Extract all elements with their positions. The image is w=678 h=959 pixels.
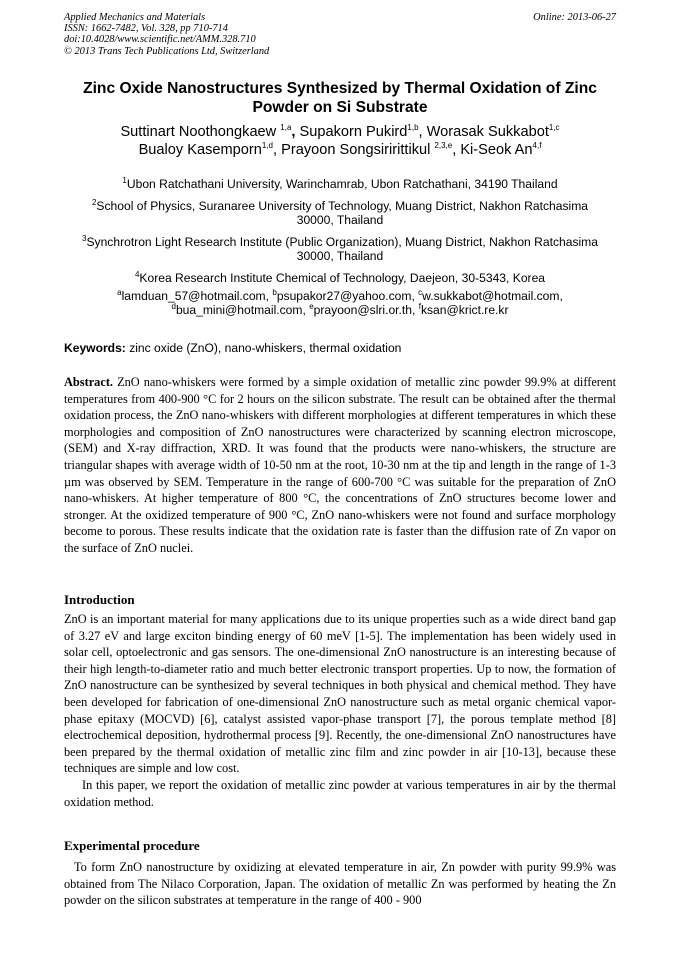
online-date: Online: 2013-06-27 [533, 12, 616, 23]
email-mark: b [272, 287, 277, 297]
experimental-body [64, 859, 616, 909]
email-list [64, 287, 616, 317]
author-name: Supakorn Pukird [299, 124, 408, 140]
email-mark: e [309, 301, 314, 311]
introduction-body [64, 611, 616, 810]
email-mark: a [117, 287, 122, 297]
affiliation-text: 30000, Thailand [296, 213, 384, 227]
author-separator: , [452, 141, 461, 158]
email-address[interactable]: w.sukkabot@hotmail.com, [422, 289, 563, 303]
affiliation-text: School of Physics, Suranaree University of Technology, Muang District, Nakhon Ratchasima [96, 198, 589, 213]
keywords [64, 341, 616, 355]
journal-copyright: © 2013 Trans Tech Publications Ltd, Switzerland [64, 45, 270, 57]
author-affil-mark: 1,d [261, 140, 273, 150]
introduction-paragraph: In this paper, we report the oxidation of metallic zinc powder at various temperatures in air by the thermal oxidation method. [64, 777, 616, 809]
affiliation-text: 30000, Thailand [296, 249, 384, 263]
author-separator: , [273, 141, 282, 158]
affiliation-text: Korea Research Institute Chemical of Technology, Daejeon, 30-5343, Korea [139, 270, 546, 285]
email-mark: f [418, 301, 421, 311]
journal-doi: doi:10.4028/www.scientific.net/AMM.328.710 [64, 34, 256, 46]
affiliation-mark: 1 [122, 175, 127, 185]
author-line-1 [64, 124, 616, 142]
email-address[interactable]: ksan@krict.re.kr [420, 302, 509, 317]
affiliation [64, 271, 616, 285]
email-line-2 [64, 301, 616, 318]
affiliation [64, 235, 616, 263]
introduction-heading: Introduction [64, 592, 135, 607]
author-affil-mark: 2,3,e [434, 140, 453, 150]
title-line-1: Zinc Oxide Nanostructures Synthesized by Thermal Oxidation of Zinc [83, 80, 597, 97]
email-mark: d [171, 301, 176, 311]
author-name: Prayoon Songsiririttikul [281, 141, 435, 158]
keywords-text: zinc oxide (ZnO), nano-whiskers, thermal oxidation [125, 341, 402, 355]
affiliation [64, 177, 616, 191]
author-name: Bualoy Kasemporn [138, 141, 262, 158]
affiliation-mark: 2 [91, 197, 97, 207]
abstract [64, 374, 616, 557]
journal-issn: ISSN: 1662-7482, Vol. 328, pp 710-714 [64, 23, 228, 35]
email-address[interactable]: prayoon@slri.or.th, [313, 302, 419, 317]
introduction-paragraph: ZnO is an important material for many applications due to its unique properties such as a wide direct band gap of 3.27 eV and large exciton binding energy of 60 meV [1-5]. The implementation has been widely used in solar cell, optoelectronic and gas sensors. The one-dimensional ZnO nanostructure is an interesting because of their high length-to-diameter ratio and much better electronic transport properties. Up to now, the formation of ZnO nanostructure can be synthesized by several techniques in both physical and chemical method. They have been developed for fabrication of one-dimensional ZnO nanostructure such as metal organic chemical vapor-phase epitaxy (MOCVD) [6], catalyst assisted vapor-phase transport [7], the porous template method [8] electrochemical deposition, hydrothermal process [9]. Recently, the one-dimensional ZnO nanostructures have been prepared by the thermal oxidation of metallic zinc film and zinc powder in air [10-13], because these techniques are simple and low cost. [64, 612, 616, 776]
abstract-label: Abstract. [64, 375, 114, 389]
journal-header [64, 12, 616, 57]
affiliation-list [64, 177, 616, 293]
author-name: Worasak Sukkabot [426, 124, 549, 140]
abstract-text: ZnO nano-whiskers were formed by a simple oxidation of metallic zinc powder 99.9% at different temperatures from 400-900 °C for 2 hours on the silicon substrate. The result can be obtained after the thermal oxidation process, the ZnO nano-whiskers with different morphologies at different temperatures in which these morphologies and composition of ZnO nanostructures were characterized by scanning electron microscope, (SEM) and X-ray diffraction, XRD. It was found that the products were nano-whiskers, the structure are triangular shapes with average width of 10-50 nm at the root, 10-30 nm at the tip and length in the range of 1-3 µm was observed by SEM. Temperature in the range of 600-700 °C was suitable for the preparation of ZnO nano-whiskers. At higher temperature of 800 °C, the concentrations of ZnO structures become lower and stronger. At the oxidized temperature of 900 °C, ZnO nano-whiskers were not found and surface morphology become to porous. These results indicate that the oxidation rate is faster than the diffusion rate of Zn vapor on the surface of ZnO nuclei. [64, 375, 616, 555]
author-name: Ki-Seok An [460, 141, 533, 158]
paper-title [64, 80, 616, 117]
author-affil-mark: 1,c [548, 123, 560, 133]
affiliation-mark: 4 [134, 269, 140, 279]
experimental-paragraph: To form ZnO nanostructure by oxidizing at elevated temperature in air, Zn powder with purity 99.9% was obtained from The Nilaco Corporation, Japan. The oxidation of metallic Zn was performed by heating the Zn powder on the silicon substrates at temperature in the range of 400 - 900 [64, 860, 616, 908]
author-separator: , [418, 124, 427, 140]
author-affil-mark: 4,f [532, 140, 542, 150]
affiliation-text: Synchrotron Light Research Institute (Public Organization), Muang District, Nakhon Ratchasima [86, 234, 598, 249]
email-address[interactable]: psupakor27@yahoo.com, [276, 289, 419, 303]
journal-name: Applied Mechanics and Materials [64, 12, 206, 23]
author-line-2 [64, 142, 616, 160]
author-list [64, 124, 616, 159]
author-affil-mark: 1,a [280, 123, 292, 133]
email-line-1 [64, 287, 616, 304]
title-line-2: Powder on Si Substrate [252, 98, 428, 116]
affiliation [64, 199, 616, 227]
email-address[interactable]: lamduan_57@hotmail.com, [121, 289, 273, 303]
affiliation-mark: 3 [82, 233, 87, 243]
email-mark: c [418, 287, 423, 297]
author-separator: , [291, 124, 300, 140]
keywords-label: Keywords: [64, 341, 126, 355]
author-name: Suttinart Noothongkaew [120, 124, 281, 140]
affiliation-text: Ubon Ratchathani University, Warinchamrab, Ubon Ratchathani, 34190 Thailand [126, 177, 558, 191]
author-affil-mark: 1,b [407, 123, 419, 133]
experimental-heading: Experimental procedure [64, 838, 200, 853]
email-address[interactable]: bua_mini@hotmail.com, [175, 302, 310, 317]
